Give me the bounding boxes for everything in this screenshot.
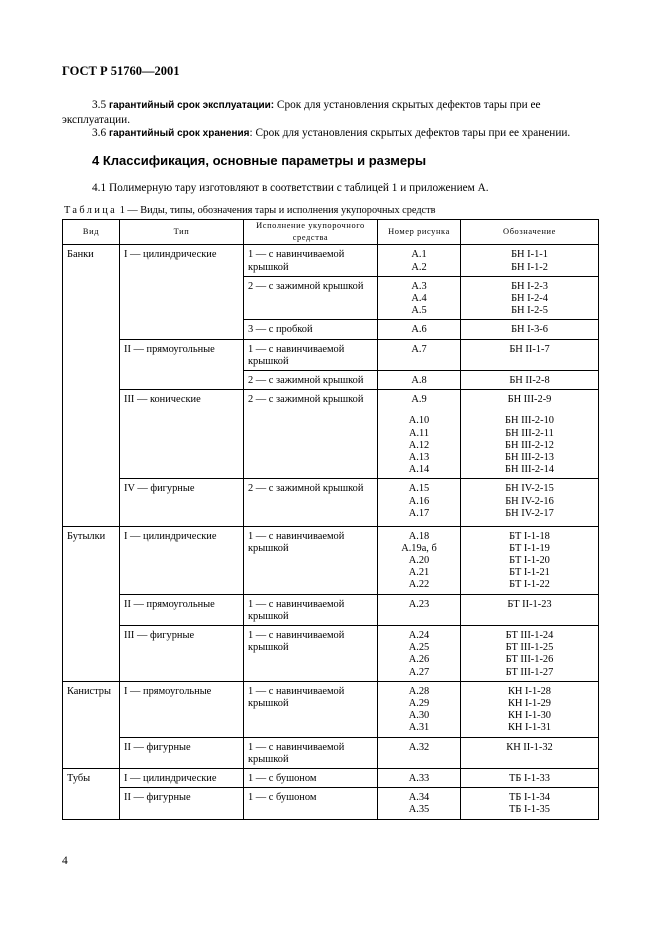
- table-row: [63, 769, 599, 788]
- type-cell: II — прямоугольные: [120, 594, 244, 625]
- designation-cell: ТБ I-1-33: [461, 769, 599, 788]
- figure-cell: A.32: [378, 737, 461, 768]
- kind-cell: Банки: [63, 245, 120, 526]
- figure-cell: A.9: [378, 390, 461, 409]
- col-header-type: Тип: [120, 220, 244, 245]
- type-cell: III — конические: [120, 390, 244, 479]
- type-cell: I — цилиндрические: [120, 769, 244, 788]
- table-row: [63, 788, 599, 819]
- paragraph-3-6: [62, 126, 598, 141]
- col-header-figure: Номер рисунка: [378, 220, 461, 245]
- designation-cell: БН I-3-6: [461, 320, 599, 339]
- closure-cell: 3 — с пробкой: [244, 320, 378, 339]
- designation-cell: БН III-2-9: [461, 390, 599, 409]
- document-header: ГОСТ Р 51760—2001: [62, 64, 180, 78]
- para-number: 3.6: [92, 127, 107, 139]
- figure-cell: A.18 A.19a, б A.20 A.21 A.22: [378, 526, 461, 594]
- closure-cell: 1 — с навинчиваемой крышкой: [244, 737, 378, 768]
- closure-cell: 2 — с зажимной крышкой: [244, 276, 378, 320]
- table-row: [63, 245, 599, 276]
- col-header-closure: Исполнение укупорочного средства: [244, 220, 378, 245]
- figure-cell: A.10 A.11 A.12 A.13 A.14: [378, 408, 461, 479]
- type-cell: I — прямоугольные: [120, 681, 244, 737]
- type-cell: II — фигурные: [120, 737, 244, 768]
- figure-cell: A.7: [378, 339, 461, 370]
- table-row: [63, 737, 599, 768]
- caption-text: 1 — Виды, типы, обозначения тары и исполнения укупорочных средств: [119, 205, 436, 216]
- closure-cell: 2 — с зажимной крышкой: [244, 479, 378, 522]
- closure-cell: 2 — с зажимной крышкой: [244, 371, 378, 390]
- designation-cell: БН I-2-3 БН I-2-4 БН I-2-5: [461, 276, 599, 320]
- page-number: 4: [62, 855, 68, 867]
- closure-cell: 1 — с навинчиваемой крышкой: [244, 339, 378, 370]
- table-row: [63, 594, 599, 625]
- figure-cell: A.6: [378, 320, 461, 339]
- type-cell: I — цилиндрические: [120, 526, 244, 594]
- section-title: 4 Классификация, основные параметры и размеры: [92, 153, 427, 168]
- type-cell: I — цилиндрические: [120, 245, 244, 339]
- table-row: [63, 479, 599, 522]
- type-cell: II — прямоугольные: [120, 339, 244, 390]
- closure-cell: 1 — с навинчиваемой крышкой: [244, 681, 378, 737]
- para-number: 3.5: [92, 99, 107, 111]
- table-caption: [64, 205, 436, 216]
- figure-cell: A.1 A.2: [378, 245, 461, 276]
- table-header-row: [63, 220, 599, 245]
- closure-cell: 2 — с зажимной крышкой: [244, 390, 378, 409]
- definition-text: : Срок для установления скрытых дефектов тары при ее хранении.: [249, 127, 571, 139]
- designation-cell: КН I-1-28 КН I-1-29 КН I-1-30 КН I-1-31: [461, 681, 599, 737]
- paragraph-3-5: [62, 98, 598, 127]
- figure-cell: A.23: [378, 594, 461, 625]
- designation-cell: КН II-1-32: [461, 737, 599, 768]
- type-cell: II — фигурные: [120, 788, 244, 819]
- paragraph-4-1: 4.1 Полимерную тару изготовляют в соответствии с таблицей 1 и приложением А.: [92, 182, 489, 194]
- figure-cell: A.8: [378, 371, 461, 390]
- table-row: [63, 526, 599, 594]
- closure-cell: 1 — с навинчиваемой крышкой: [244, 245, 378, 276]
- col-header-designation: Обозначение: [461, 220, 599, 245]
- closure-cell: [244, 408, 378, 479]
- figure-cell: A.15 A.16 A.17: [378, 479, 461, 522]
- designation-cell: БН II-2-8: [461, 371, 599, 390]
- classification-table: [62, 219, 599, 820]
- col-header-kind: Вид: [63, 220, 120, 245]
- designation-cell: БН I-1-1 БН I-1-2: [461, 245, 599, 276]
- designation-cell: БТ I-1-18 БТ I-1-19 БТ I-1-20 БТ I-1-21 БТ I-1-22: [461, 526, 599, 594]
- designation-cell: БН III-2-10 БН III-2-11 БН III-2-12 БН III-2-13 БН III-2-14: [461, 408, 599, 479]
- table-row: [63, 625, 599, 681]
- kind-cell: Канистры: [63, 681, 120, 768]
- figure-cell: A.28 A.29 A.30 A.31: [378, 681, 461, 737]
- type-cell: III — фигурные: [120, 625, 244, 681]
- closure-cell: 1 — с навинчиваемой крышкой: [244, 594, 378, 625]
- definition-text: Срок для установления скрытых дефектов тары при ее эксплуатации.: [62, 99, 541, 126]
- designation-cell: БН IV-2-15 БН IV-2-16 БН IV-2-17: [461, 479, 599, 522]
- kind-cell: Бутылки: [63, 526, 120, 681]
- caption-prefix: Таблица: [64, 205, 118, 216]
- table-row: [63, 390, 599, 409]
- term-warranty-operation: гарантийный срок эксплуатации:: [108, 100, 275, 111]
- figure-cell: A.34 A.35: [378, 788, 461, 819]
- figure-cell: A.24 A.25 A.26 A.27: [378, 625, 461, 681]
- figure-cell: A.3 A.4 A.5: [378, 276, 461, 320]
- designation-cell: БТ III-1-24 БТ III-1-25 БТ III-1-26 БТ III-1-27: [461, 625, 599, 681]
- term-warranty-storage: гарантийный срок хранения: [108, 128, 250, 139]
- closure-cell: 1 — с бушоном: [244, 769, 378, 788]
- kind-cell: Тубы: [63, 769, 120, 820]
- table-row: [63, 681, 599, 737]
- type-cell: IV — фигурные: [120, 479, 244, 526]
- closure-cell: 1 — с навинчиваемой крышкой: [244, 526, 378, 594]
- designation-cell: ТБ I-1-34 ТБ I-1-35: [461, 788, 599, 819]
- closure-cell: 1 — с бушоном: [244, 788, 378, 819]
- table-row: [63, 339, 599, 370]
- closure-cell: 1 — с навинчиваемой крышкой: [244, 625, 378, 681]
- designation-cell: БН II-1-7: [461, 339, 599, 370]
- designation-cell: БТ II-1-23: [461, 594, 599, 625]
- figure-cell: A.33: [378, 769, 461, 788]
